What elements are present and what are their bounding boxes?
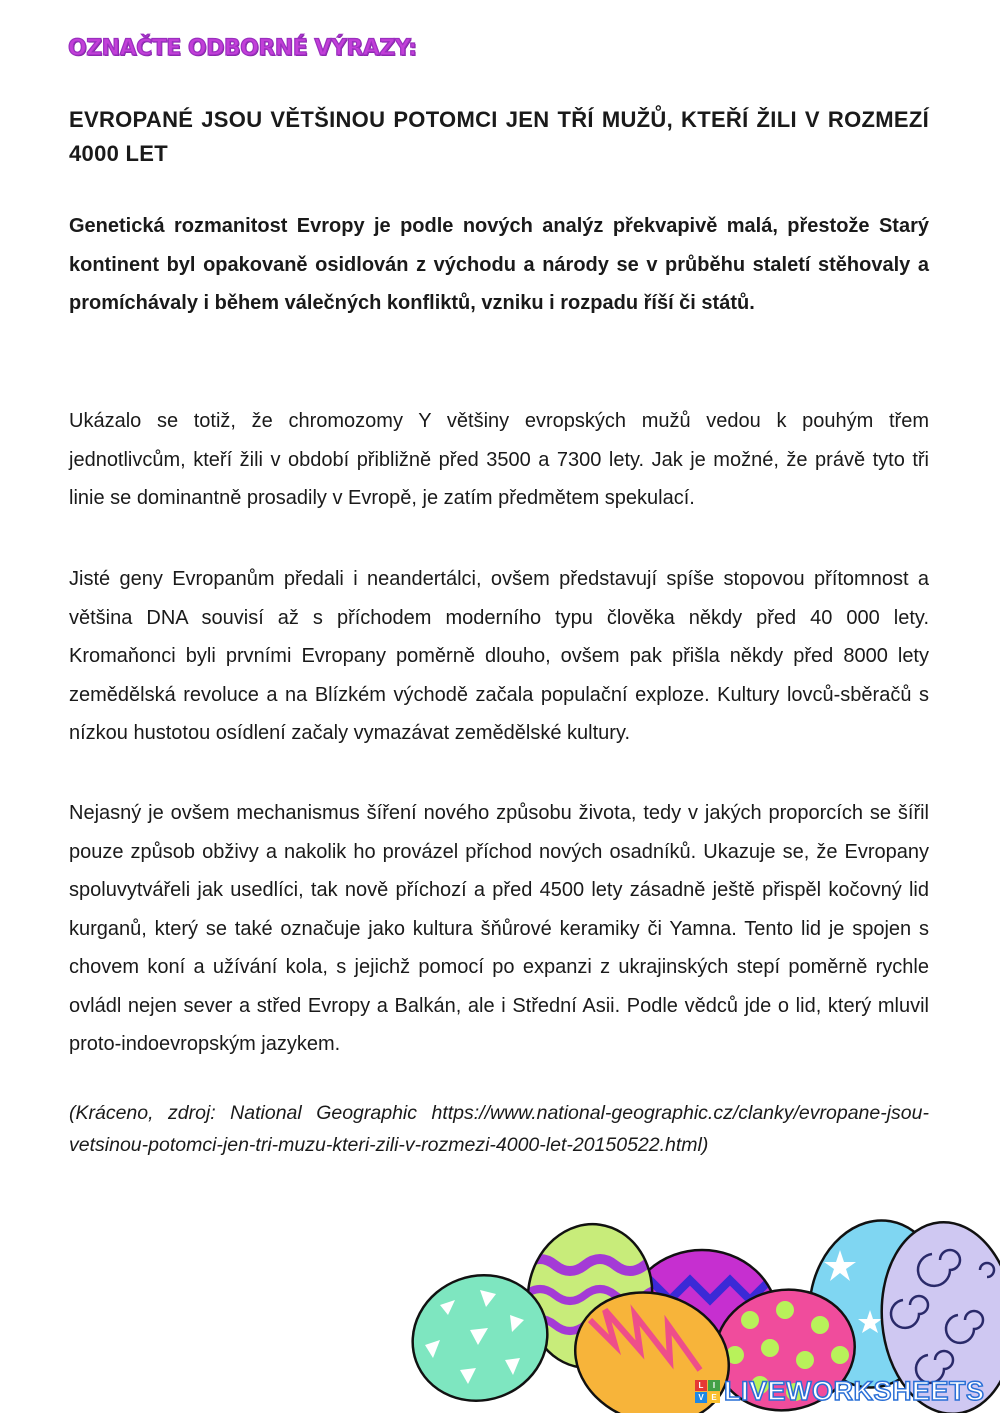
source-citation: (Kráceno, zdroj: National Geographic https://www.national-geographic.cz/clanky/evropane-jsou-vetsinou-potomci-jen-tri-muzu-kteri-zili-v-rozmezi-4000-let-20150522.html) <box>69 1102 929 1156</box>
paragraph-3: Jisté geny Evropanům předali i neandertálci, ovšem představují spíše stopovou přítomnost a většina DNA souvisí až s příchodem moderního typu člověka někdy před 40 000 lety. Kromaňonci byli prvními Evropany poměrně dlouho, ovšem pak přišla někdy před 8000 lety zemědělská revoluce a na Blízkém východě začala populační exploze. Kultury lovců-sběračů s nízkou hustotou osídlení začaly vymazávat zemědělské kultury. <box>69 568 929 744</box>
liveworksheets-logo <box>695 1376 985 1407</box>
liveworksheets-badge: L I V E <box>695 1380 720 1403</box>
liveworksheets-wordmark: LIVEWORKSHEETS <box>724 1376 985 1406</box>
paragraph-1: Genetická rozmanitost Evropy je podle nových analýz překvapivě malá, přestože Starý kontinent byl opakovaně osidlován z východu a národy se v průběhu staletí stěhovaly a promíchávaly i během válečných konfliktů, vzniku i rozpadu říší či států. <box>69 215 929 314</box>
paragraph-4: Nejasný je ovšem mechanismus šíření nového způsobu života, tedy v jakých proporcích se šířil pouze způsob obživy a nakolik ho provázel příchod nových osadníků. Ukazuje se, že Evropany spoluvytvářeli jak usedlíci, tak nově příchozí a před 4500 lety zásadně ještě přispěl kočovný lid kurganů, který se také označuje jako kultura šňůrové keramiky či Yamna. Tento lid je spojen s chovem koní a užívání kola, s jejichž pomocí po expanzi z ukrajinských stepí poměrně rychle ovládl nejen sever a střed Evropy a Balkán, ale i Střední Asii. Podle vědců jde o lid, který mluvil proto-indoevropským jazykem. <box>69 802 929 1055</box>
instruction-heading: OZNAČTE ODBORNÉ VÝRAZY: <box>68 36 417 61</box>
article-title: EVROPANÉ JSOU VĚTŠINOU POTOMCI JEN TŘÍ MUŽŮ, KTEŘÍ ŽILI V ROZMEZÍ 4000 LET <box>69 107 929 166</box>
paragraph-2: Ukázalo se totiž, že chromozomy Y většiny evropských mužů vedou k pouhým třem jednotlivcům, kteří žili v období přibližně před 3500 a 7300 lety. Jak je možné, že právě tyto tři linie se dominantně prosadily v Evropě, je zatím předmětem spekulací. <box>69 410 929 509</box>
